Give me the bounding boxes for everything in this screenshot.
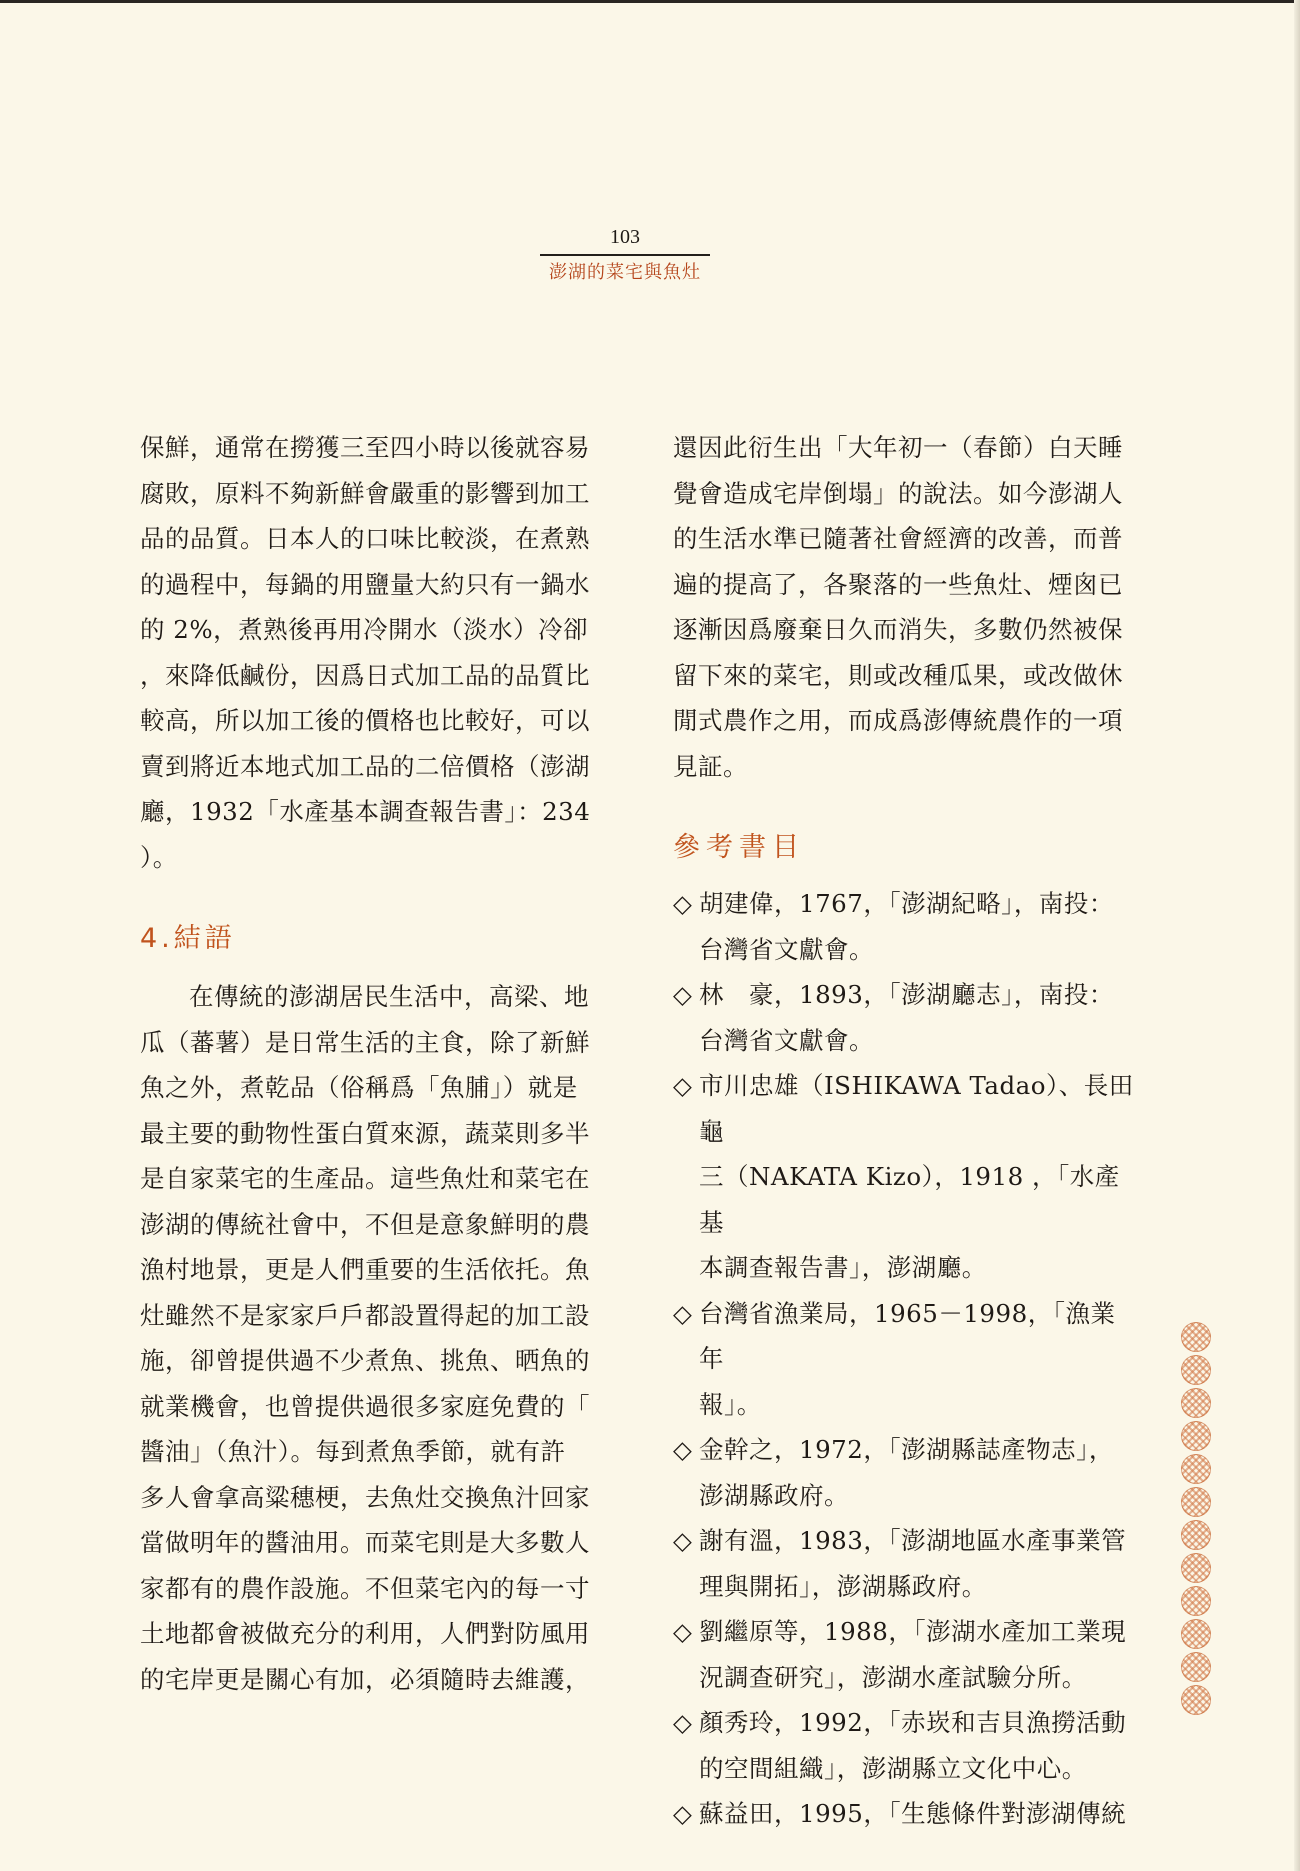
diamond-bullet-icon: ◇ (673, 1526, 693, 1555)
page-right-edge (1294, 0, 1300, 1871)
reference-item (673, 881, 1138, 972)
reference-item (673, 1291, 1138, 1428)
page-number: 103 (610, 226, 640, 248)
reference-text: 謝有溫，1983，「澎湖地區水產事業管 理與開拓」，澎湖縣政府。 (699, 1526, 1127, 1601)
running-title: 澎湖的菜宅與魚灶 (549, 262, 701, 283)
decorative-circle-icon (1181, 1520, 1211, 1550)
reference-item (673, 1609, 1138, 1700)
reference-text: 蘇益田，1995，「生態條件對澎湖傳統 (699, 1799, 1127, 1828)
decorative-circle-strip (1179, 1322, 1213, 1718)
decorative-circle-icon (1181, 1487, 1211, 1517)
reference-text: 劉繼原等，1988，「澎湖水產加工業現 況調查研究」，澎湖水產試驗分所。 (699, 1617, 1127, 1692)
reference-item (673, 1518, 1138, 1609)
reference-text: 林 豪，1893，「澎湖廳志」，南投： 台灣省文獻會。 (699, 980, 1114, 1055)
left-column (140, 425, 605, 1702)
left-paragraph-1: 保鮮，通常在撈獲三至四小時以後就容易 腐敗，原料不夠新鮮會嚴重的影響到加工 品的品質。日本人的口味比較淡，在煮熟 的過程中，每鍋的用鹽量大約只有一鍋水 的 2%，煮熟後再用冷開水（淡水）冷卻 ，來降低鹹份，因爲日式加工品的品質比 較高，所以加工後的價格也比較好，可以 賣到將近本地式加工品的二倍價格（澎湖 廳，1932「水產基本調查報告書」：234 ）。 (140, 433, 591, 872)
decorative-circle-icon (1181, 1652, 1211, 1682)
references-list (673, 881, 1138, 1837)
right-paragraph-1: 還因此衍生出「大年初一（春節）白天睡 覺會造成宅岸倒塌」的說法。如今澎湖人 的生活水準已隨著社會經濟的改善，而普 遍的提高了，各聚落的一些魚灶、煙囪已 逐漸因爲廢棄日久而消失，多數仍然被保 留下來的菜宅，則或改種瓜果，或改做休 閒式農作之用，而成爲澎傳統農作的一項 見証。 (673, 433, 1123, 781)
header-rule (540, 254, 710, 256)
reference-item (673, 1791, 1138, 1837)
reference-text: 金幹之，1972，「澎湖縣誌產物志」， 澎湖縣政府。 (699, 1435, 1114, 1510)
right-column (673, 425, 1138, 1837)
reference-item (673, 1063, 1138, 1291)
decorative-circle-icon (1181, 1388, 1211, 1418)
section-heading-conclusion: 4.結語 (140, 923, 236, 954)
diamond-bullet-icon: ◇ (673, 1617, 693, 1646)
reference-text: 胡建偉，1767，「澎湖紀略」，南投： 台灣省文獻會。 (699, 889, 1114, 964)
diamond-bullet-icon: ◇ (673, 1708, 693, 1737)
decorative-circle-icon (1181, 1619, 1211, 1649)
diamond-bullet-icon: ◇ (673, 1071, 693, 1100)
references-heading: 參考書目 (673, 832, 805, 863)
reference-text: 市川忠雄（ISHIKAWA Tadao）、長田龜 三（NAKATA Kizo），1918 ，「水產基 本調查報告書」，澎湖廳。 (699, 1071, 1134, 1282)
reference-item (673, 1427, 1138, 1518)
diamond-bullet-icon: ◇ (673, 889, 693, 918)
decorative-circle-icon (1181, 1322, 1211, 1352)
decorative-circle-icon (1181, 1553, 1211, 1583)
decorative-circle-icon (1181, 1586, 1211, 1616)
reference-item (673, 972, 1138, 1063)
decorative-circle-icon (1181, 1421, 1211, 1451)
reference-text: 顏秀玲，1992，「赤崁和吉貝漁撈活動 的空間組織」，澎湖縣立文化中心。 (699, 1708, 1127, 1783)
reference-text: 台灣省漁業局，1965－1998，「漁業年 報」。 (699, 1298, 1116, 1419)
diamond-bullet-icon: ◇ (673, 1799, 693, 1828)
page-top-edge (0, 0, 1300, 3)
left-paragraph-2: 在傳統的澎湖居民生活中，高梁、地 瓜（蕃薯）是日常生活的主食，除了新鮮 魚之外，煮乾品（俗稱爲「魚脯」）就是 最主要的動物性蛋白質來源，蔬菜則多半 是自家菜宅的生產品。這些魚灶和菜宅在 澎湖的傳統社會中，不但是意象鮮明的農 漁村地景，更是人們重要的生活依托。魚 灶雖然不是家家戶戶都設置得起的加工設 施，卻曾提供過不少煮魚、挑魚、晒魚的 就業機會，也曾提供過很多家庭免費的「 醬油」（魚汁）。每到煮魚季節，就有許 多人會拿高粱穗梗，去魚灶交換魚汁回家 當做明年的醬油用。而菜宅則是大多數人 家都有的農作設施。不但菜宅內的每一寸 土地都會被做充分的利用，人們對防風用 的宅岸更是關心有加，必須隨時去維護， (140, 982, 590, 1694)
diamond-bullet-icon: ◇ (673, 1435, 693, 1464)
reference-item (673, 1700, 1138, 1791)
decorative-circle-icon (1181, 1454, 1211, 1484)
decorative-circle-icon (1181, 1355, 1211, 1385)
decorative-circle-icon (1181, 1685, 1211, 1715)
diamond-bullet-icon: ◇ (673, 1298, 693, 1328)
page-header (540, 222, 710, 286)
diamond-bullet-icon: ◇ (673, 980, 693, 1009)
